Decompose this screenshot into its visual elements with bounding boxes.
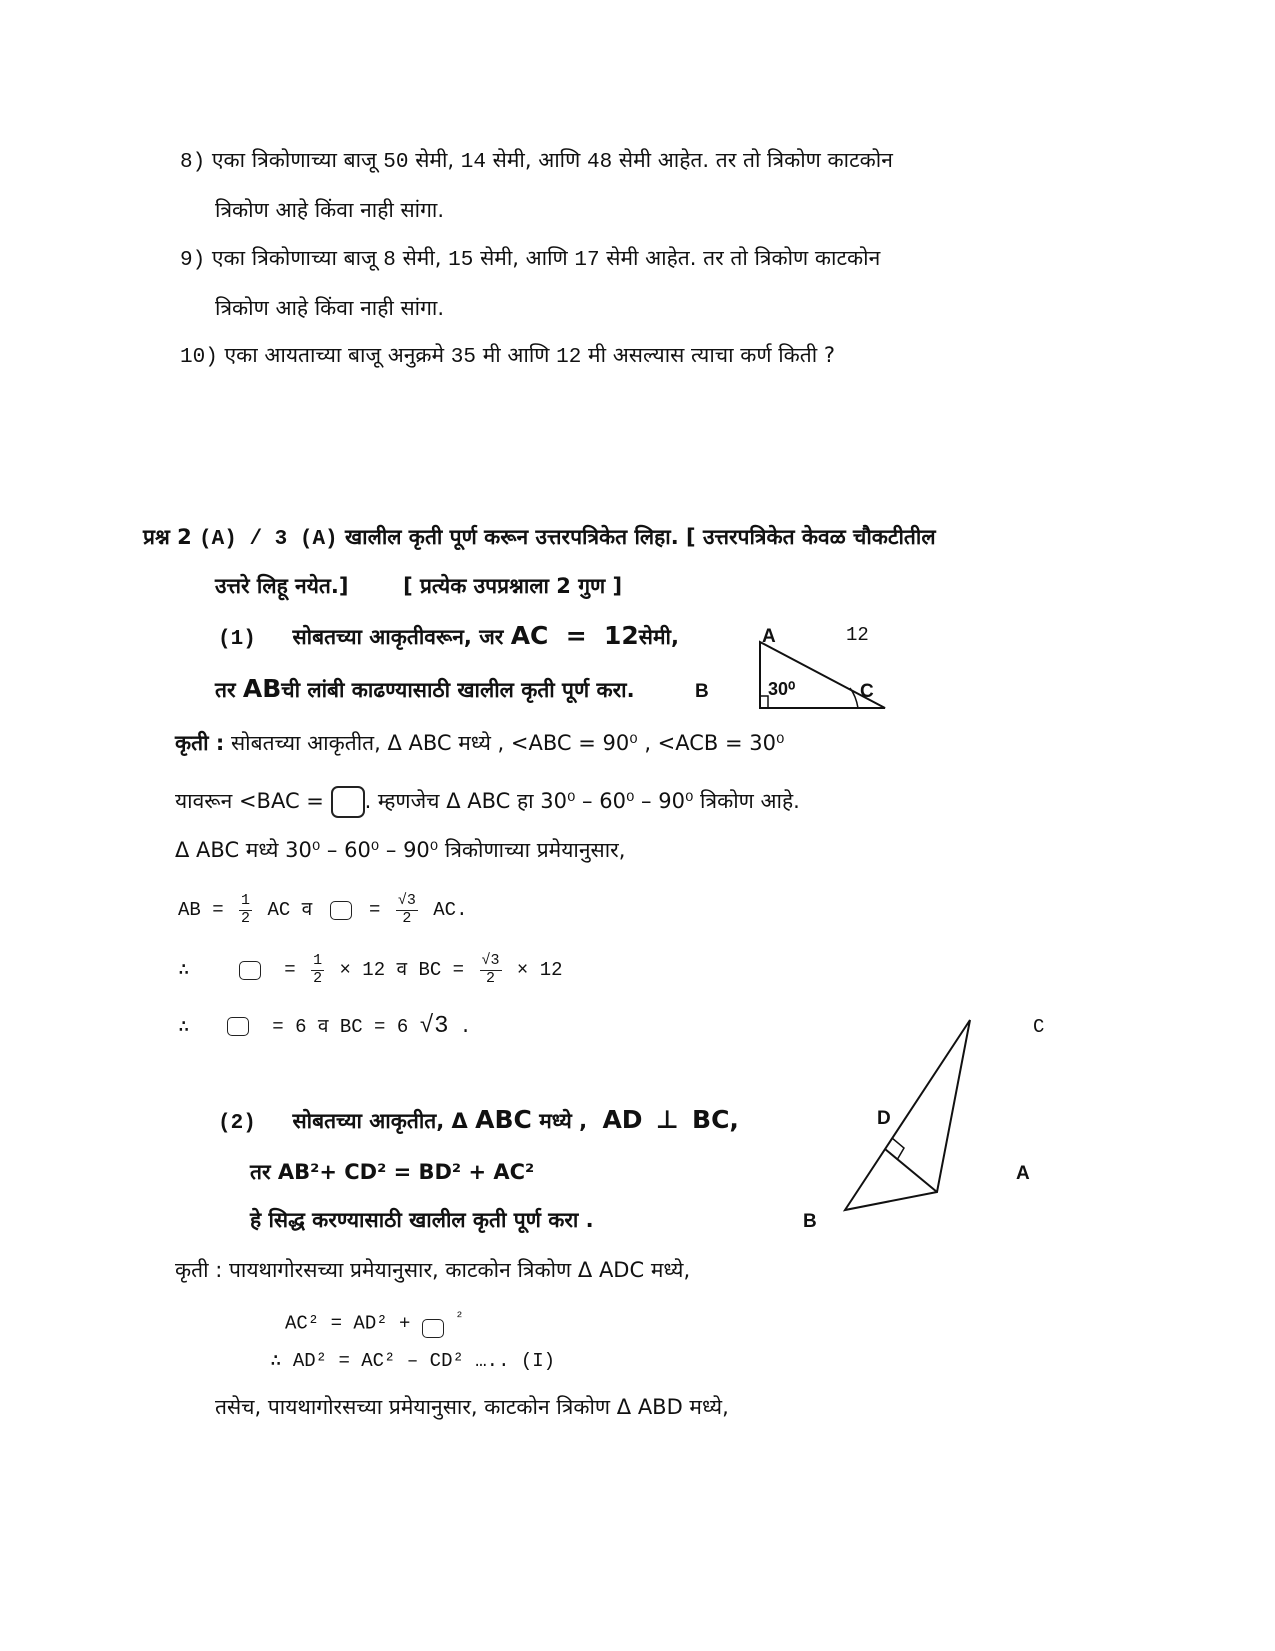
text: सेमी, (415, 148, 455, 172)
answer-box[interactable] (331, 786, 365, 818)
text: सेमी आहेत. (606, 246, 697, 270)
act1-row2 (175, 786, 800, 818)
question-number: प्रश्न 2 (143, 525, 192, 549)
fraction-root3-half (396, 893, 418, 927)
label-c: C (1033, 1016, 1045, 1038)
denominator: 2 (486, 969, 496, 987)
q1-item9-line1 (180, 248, 880, 271)
denominator: 2 (402, 909, 412, 927)
item-number: 10) (180, 346, 218, 369)
text: AC. (433, 899, 468, 922)
q1-item8-line1 (180, 150, 893, 173)
q1-item10 (180, 345, 835, 368)
therefore-symbol: ∴ (178, 959, 190, 982)
activity-label: कृती : (175, 1258, 223, 1282)
label-b: B (803, 1211, 817, 1232)
value: 12 (556, 346, 582, 369)
answer-box[interactable] (330, 901, 352, 920)
text: ABC (475, 1105, 532, 1134)
act1-row3: Δ ABC मध्ये 30⁰ – 60⁰ – 90⁰ त्रिकोणाच्या प्रमेयानुसार, (175, 838, 626, 862)
text: सोबतच्या आकृतीत, Δ ABC मध्ये , <ABC = 90⁰ , <ACB = 30⁰ (230, 731, 785, 755)
text: . (459, 1016, 472, 1038)
note: [ उत्तरपत्रिकेत केवळ चौकटीतील (686, 525, 936, 549)
text: = (369, 899, 381, 922)
fraction-half (239, 893, 252, 927)
sub-number: (2) (218, 1112, 256, 1135)
note: उत्तरे लिहू नयेत.] (215, 574, 349, 598)
label-d: D (877, 1108, 891, 1129)
text: ² (455, 1309, 464, 1326)
value: 8 (383, 249, 396, 272)
text: एका त्रिकोणाच्या बाजू (211, 246, 377, 270)
answer-box[interactable] (227, 1017, 249, 1036)
numerator: 1 (241, 892, 251, 909)
act2-row1 (175, 1260, 690, 1281)
value: 17 (574, 249, 600, 272)
fraction-root3-half (480, 953, 502, 987)
question-code: (A) / 3 (A) (199, 528, 338, 551)
text: सोबतच्या आकृतीत, Δ (292, 1109, 468, 1133)
fraction-half (311, 953, 324, 987)
perpendicular-symbol: ⊥ (655, 1105, 679, 1134)
item-number: 8) (180, 151, 206, 174)
label-c: C (860, 681, 874, 702)
denominator: 2 (241, 909, 251, 927)
q1-item9-line2: त्रिकोण आहे किंवा नाही सांगा. (215, 296, 445, 320)
text: यावरून <BAC = (175, 789, 324, 813)
answer-box[interactable] (239, 961, 261, 980)
value: 14 (460, 151, 486, 174)
q2-heading-line2 (215, 576, 622, 597)
answer-box[interactable] (422, 1319, 444, 1338)
marks-note: [ प्रत्येक उपप्रश्नाला 2 गुण ] (403, 574, 623, 598)
value: 15 (448, 249, 474, 272)
label-b: B (695, 681, 709, 702)
text: सोबतच्या आकृतीवरून, जर (292, 625, 504, 649)
label-side-12: 12 (846, 624, 869, 646)
act1-row4 (178, 893, 467, 927)
text: AB = (178, 899, 224, 922)
text: × 12 (516, 959, 563, 982)
q1-item8-line2: त्रिकोण आहे किंवा नाही सांगा. (215, 198, 445, 222)
activity-label: कृती : (175, 731, 225, 755)
act2-row3: ∴ AD² = AC² – CD² ….. (I) (270, 1350, 556, 1372)
sub2-line3: हे सिद्ध करण्यासाठी खालील कृती पूर्ण करा . (250, 1208, 594, 1232)
label-a: A (1016, 1163, 1030, 1184)
sub-number: (1) (218, 628, 256, 651)
text: मी आणि (482, 343, 550, 367)
text: × 12 व BC = (339, 959, 465, 982)
text: तर तो त्रिकोण काटकोन (715, 148, 893, 172)
act2-row4: तसेच, पायथागोरसच्या प्रमेयानुसार, काटकोन त्रिकोण Δ ABD मध्ये, (215, 1395, 729, 1419)
sub2-line1 (218, 1107, 739, 1134)
numerator: √3 (397, 892, 416, 909)
text: मध्ये , (539, 1109, 588, 1133)
act1-row6 (178, 1015, 471, 1039)
denominator: 2 (313, 969, 323, 987)
text: पायथागोरसच्या प्रमेयानुसार, काटकोन त्रिकोण Δ ADC मध्ये, (228, 1258, 691, 1282)
right-angle-mark (760, 696, 768, 708)
triangle-abc-ad-figure (835, 1010, 985, 1220)
text: AD (602, 1105, 643, 1134)
text: = (284, 959, 296, 982)
sub1-line1 (218, 623, 679, 650)
sub1-line2 (215, 676, 635, 701)
sub2-line2: तर AB²+ CD² = BD² + AC² (250, 1160, 535, 1184)
act2-row2 (285, 1309, 464, 1338)
text: = 6 व BC = 6 (272, 1016, 409, 1038)
act1-row5 (178, 953, 563, 987)
value: 35 (450, 346, 476, 369)
value: 48 (587, 151, 613, 174)
text: AC (510, 621, 549, 650)
text: एका त्रिकोणाच्या बाजू (211, 148, 377, 172)
instruction: खालील कृती पूर्ण करून उत्तरपत्रिकेत लिहा. (344, 525, 679, 549)
text: = (565, 621, 587, 650)
text: सेमी आहेत. (618, 148, 710, 172)
text: AC व (267, 899, 313, 922)
text: BC, (692, 1105, 739, 1134)
numerator: √3 (481, 952, 500, 969)
triangle-abc (845, 1020, 970, 1210)
text: सेमी, आणि (492, 148, 581, 172)
text: ची लांबी काढण्यासाठी खालील कृती पूर्ण करा. (281, 678, 635, 702)
text: . म्हणजेच Δ ABC हा 30⁰ – 60⁰ – 90⁰ त्रिकोण आहे. (364, 789, 800, 813)
segment-ad (885, 1149, 937, 1192)
value: 12 (603, 621, 639, 650)
numerator: 1 (313, 952, 323, 969)
text: सेमी, (402, 246, 442, 270)
text: एका आयताच्या बाजू अनुक्रमे (224, 343, 445, 367)
text: तर (215, 678, 236, 702)
text: सेमी, (638, 625, 679, 649)
q2-heading (143, 527, 936, 550)
text: AB (242, 674, 282, 703)
therefore-symbol: ∴ (178, 1016, 190, 1038)
act1-row1 (175, 733, 784, 754)
text: AC² = AD² + (285, 1312, 411, 1335)
text: सेमी, आणि (480, 246, 568, 270)
label-angle-30: 30⁰ (768, 679, 796, 699)
text: मी असल्यास त्याचा कर्ण किती ? (588, 343, 835, 367)
value: 50 (383, 151, 409, 174)
item-number: 9) (180, 249, 206, 272)
label-a: A (762, 626, 776, 647)
root3: √3 (419, 1013, 449, 1040)
text: तर तो त्रिकोण काटकोन (703, 246, 881, 270)
